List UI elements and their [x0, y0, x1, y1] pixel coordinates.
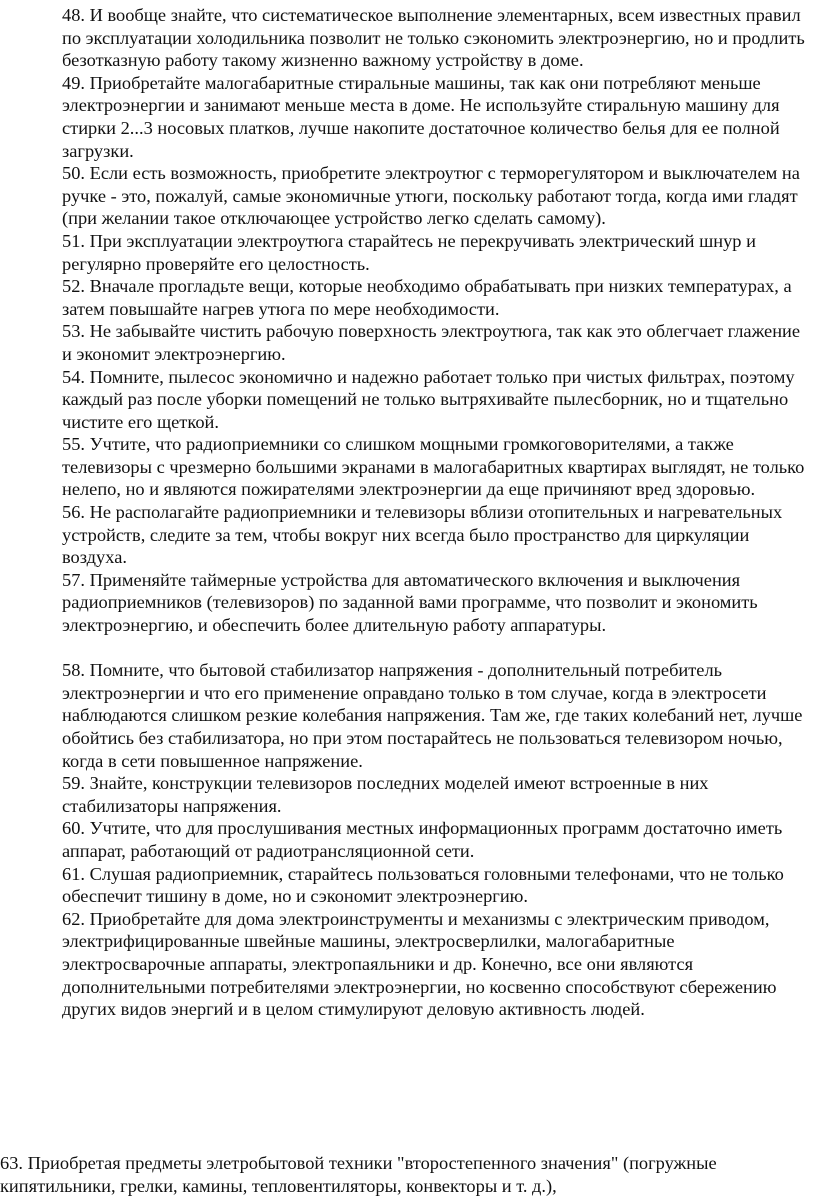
- list-item-52: 52. Вначале прогладьте вещи, которые необходимо обрабатывать при низких температурах, а затем повышайте нагрев утюга по мере необходимости.: [62, 276, 792, 319]
- list-item-54: 54. Помните, пылесос экономично и надежно работает только при чистых фильтрах, поэтому каждый раз после уборки помещений не только вытряхивайте пылесборник, но и тщательно чистите его щеткой.: [62, 366, 795, 432]
- recommendation-list: [62, 4, 814, 1021]
- list-item-49: 49. Приобретайте малогабаритные стиральные машины, так как они потребляют меньше электроэнергии и занимают меньше места в доме. Не используйте стиральную машину для стирки 2...3 носовых платков, лучше накопите достаточное количество белья для ее полной загрузки.: [62, 72, 780, 161]
- list-item-61: 61. Слушая радиоприемник, старайтесь пользоваться головными телефонами, что не только обеспечит тишину в доме, но и сэкономит электроэнергию.: [62, 863, 784, 907]
- list-item-58: 58. Помните, что бытовой стабилизатор напряжения - дополнительный потребитель электроэнергии и что его применение оправдано только в том случае, когда в электросети наблюдаются слишком резкие колебания напряжения. Там же, где таких колебаний нет, лучше обойтись без стабилизатора, но при этом постарайтесь не пользоваться телевизором ночью, когда в сети повышенное напряжение.: [62, 660, 803, 771]
- list-item-60: 60. Учтите, что для прослушивания местных информационных программ достаточно иметь аппарат, работающий от радиотрансляционной сети.: [62, 818, 783, 861]
- list-item-63: 63. Приобретая предметы элетробытовой техники "второстепенного значения" (погружные кипятильники, грелки, камины, тепловентиляторы, конвекторы и т. д.),: [0, 1153, 717, 1196]
- list-item-59: 59. Знайте, конструкции телевизоров последних моделей имеют встроенные в них стабилизаторы напряжения.: [62, 773, 709, 816]
- list-item-50: 50. Если есть возможность, приобретите электроутюг с терморегулятором и выключателем на ручке - это, пожалуй, самые экономичные утюги, поскольку работают тогда, когда ими гладят (при желании такое отключающее устройство легко сделать самому).: [62, 163, 800, 229]
- list-item-57: 57. Применяйте таймерные устройства для автоматического включения и выключения радиоприемников (телевизоров) по заданной вами программе, что позволит и экономить электроэнергию, и обеспечить более длительную работу аппаратуры.: [62, 569, 758, 636]
- list-item-51: 51. При эксплуатации электроутюга старайтесь не перекручивать электрический шнур и регулярно проверяйте его целостность.: [62, 230, 756, 274]
- list-item-53: 53. Не забывайте чистить рабочую поверхность электроутюга, так как это облегчает глажение и экономит электроэнергию.: [62, 321, 801, 364]
- list-item-55: 55. Учтите, что радиоприемники со слишком мощными громкоговорителями, а также телевизоры с чрезмерно большими экранами в малогабаритных квартирах выглядят, не только нелепо, но и являются пожирателями электроэнергии да еще причиняют вред здоровью.: [62, 434, 805, 500]
- list-item-48: 48. И вообще знайте, что систематическое выполнение элементарных, всем известных правил по эксплуатации холодильника позволит не только сэкономить электроэнергию, но и продлить безотказную работу такому жизненно важному устройству в доме.: [62, 5, 805, 71]
- list-item-56: 56. Не располагайте радиоприемники и телевизоры вблизи отопительных и нагревательных устройств, следите за тем, чтобы вокруг них всегда было пространство для циркуляции воздуха.: [62, 502, 783, 568]
- list-item-62: 62. Приобретайте для дома электроинструменты и механизмы с электрическим приводом, электрифицированные швейные машины, электросверлилки, малогабаритные электросварочные аппараты, электропаяльники и др. Конечно, все они являются дополнительными потребителями электроэнергии, но косвенно способствуют сбережению других видов энергий и в целом стимулируют деловую активность людей.: [62, 908, 777, 1020]
- paragraph-gap: [62, 637, 814, 660]
